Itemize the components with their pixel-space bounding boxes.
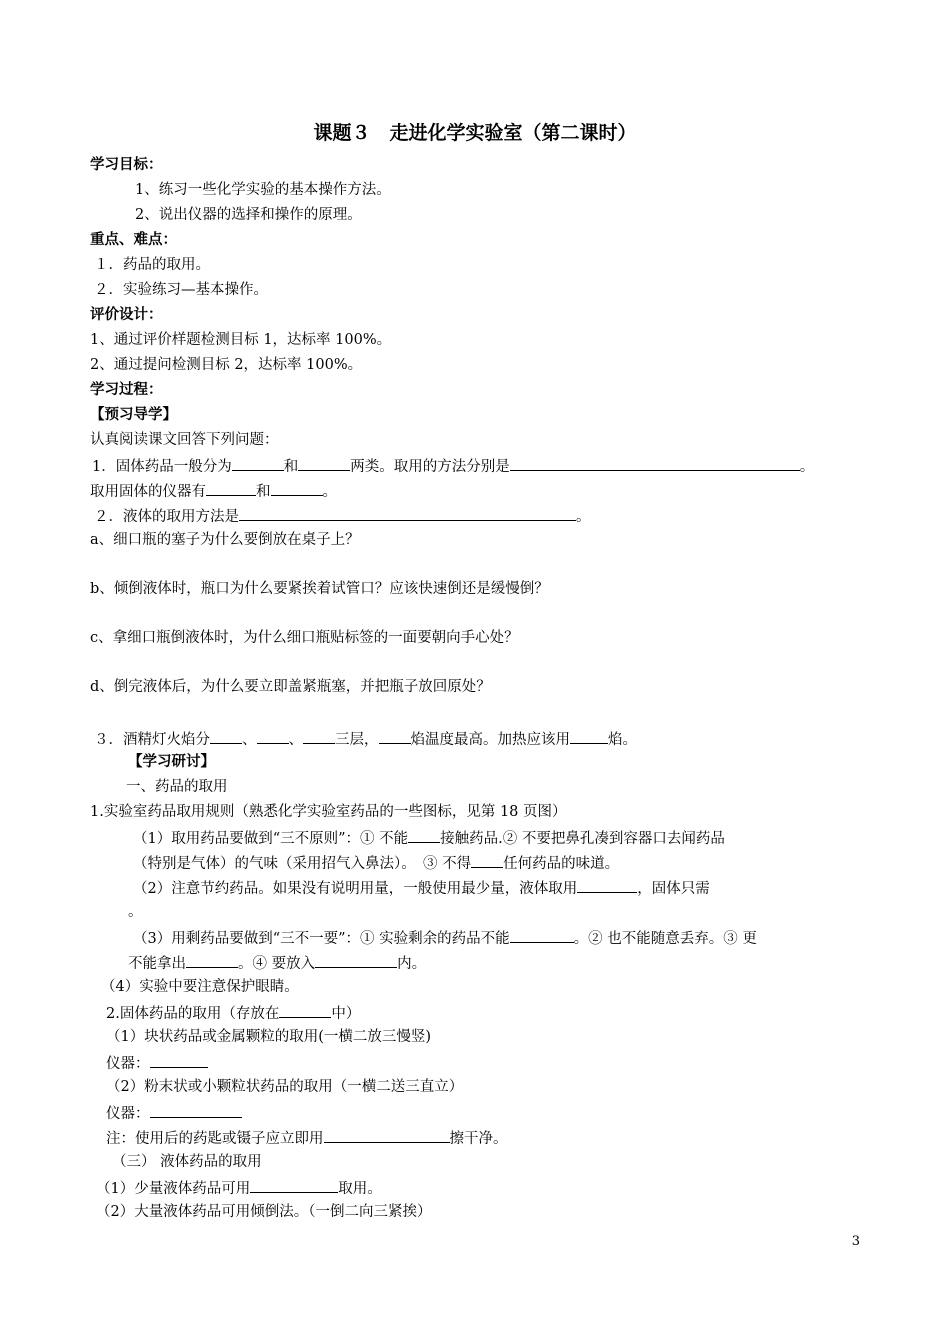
rule-2-cont: 。 xyxy=(128,904,143,920)
answer-blank[interactable] xyxy=(271,481,323,496)
liquid-item-2: （2）大量液体药品可用倾倒法。（一倒二向三紧挨） xyxy=(96,1204,432,1220)
answer-blank[interactable] xyxy=(232,456,284,471)
answer-blank[interactable] xyxy=(303,729,335,744)
question-1-cont: 取用固体的仪器有 和 。 xyxy=(90,481,862,501)
goal-item: 2、说出仪器的选择和操作的原理。 xyxy=(135,207,362,223)
rules-heading: 1.实验室药品取用规则（熟悉化学实验室药品的一些图标，见第 18 页图） xyxy=(90,804,567,820)
answer-blank[interactable] xyxy=(239,506,576,521)
page-title: 课题３ 走进化学实验室（第二课时） xyxy=(313,122,637,144)
evaluation-heading: 评价设计： xyxy=(90,307,163,323)
answer-blank[interactable] xyxy=(206,481,256,496)
answer-blank[interactable] xyxy=(577,878,637,893)
solid-item-1-instrument: 仪器： xyxy=(106,1053,862,1073)
solid-item-2-instrument: 仪器： xyxy=(106,1103,862,1123)
question-c: c、拿细口瓶倒液体时，为什么细口瓶贴标签的一面要朝向手心处？ xyxy=(90,630,519,646)
question-1: 1．固体药品一般分为 和 两类。取用的方法分别是 。 xyxy=(92,456,862,476)
liquid-item-1: （1）少量液体药品可用 取用。 xyxy=(96,1178,862,1198)
answer-blank[interactable] xyxy=(510,456,800,471)
answer-blank[interactable] xyxy=(210,729,242,744)
answer-blank[interactable] xyxy=(379,729,411,744)
answer-blank[interactable] xyxy=(150,1053,208,1068)
rule-4: （4）实验中要注意保护眼睛。 xyxy=(101,979,299,995)
question-d: d、倒完液体后，为什么要立即盖紧瓶塞，并把瓶子放回原处？ xyxy=(90,679,491,695)
rule-1: （1）取用药品要做到“三不原则”：① 不能 接触药品.② 不要把鼻孔凑到容器口去闻药品 xyxy=(133,828,862,848)
goal-item: 1、练习一些化学实验的基本操作方法。 xyxy=(135,182,391,198)
solid-item-2: （2）粉末状或小颗粒状药品的取用（一横二送三直立） xyxy=(106,1079,464,1095)
answer-blank[interactable] xyxy=(186,953,238,968)
question-b: b、倾倒液体时，瓶口为什么要紧挨着试管口？应该快速倒还是缓慢倒？ xyxy=(90,581,549,597)
rule-2: （2）注意节约药品。如果没有说明用量，一般使用最少量，液体取用 ，固体只需 xyxy=(133,878,862,898)
evaluation-item: 2、通过提问检测目标 2，达标率 100%。 xyxy=(90,357,363,373)
question-3: ３．酒精灯火焰分 、 、 三层， 焰温度最高。加热应该用 焰。 xyxy=(94,729,862,749)
answer-blank[interactable] xyxy=(250,1178,338,1193)
answer-blank[interactable] xyxy=(570,729,608,744)
keypoints-heading: 重点、难点： xyxy=(90,232,177,248)
section-heading: 一、药品的取用 xyxy=(126,779,228,795)
process-heading: 学习过程： xyxy=(90,382,163,398)
study-heading: 【学习研讨】 xyxy=(128,754,215,770)
rule-3-cont: 不能拿出 。④ 要放入 内。 xyxy=(128,953,862,973)
page-number: 3 xyxy=(851,1234,860,1249)
answer-blank[interactable] xyxy=(324,1128,450,1143)
evaluation-item: 1、通过评价样题检测目标 1，达标率 100%。 xyxy=(90,332,392,348)
question-a: a、细口瓶的塞子为什么要倒放在桌子上？ xyxy=(90,532,360,548)
goals-heading: 学习目标： xyxy=(90,157,163,173)
answer-blank[interactable] xyxy=(279,1003,331,1018)
keypoint-item: １．药品的取用。 xyxy=(94,257,210,273)
solid-heading: 2.固体药品的取用（存放在 中） xyxy=(106,1003,862,1023)
question-2: ２．液体的取用方法是 。 xyxy=(94,506,862,526)
preview-heading: 【预习导学】 xyxy=(90,407,177,423)
liquid-heading: （三） 液体药品的取用 xyxy=(112,1154,262,1170)
rule-1-cont: （特别是气体）的气味（采用招气入鼻法）。 ③ 不得 任何药品的味道。 xyxy=(133,853,862,873)
answer-blank[interactable] xyxy=(510,928,574,943)
keypoint-item: ２．实验练习—基本操作。 xyxy=(94,282,268,298)
answer-blank[interactable] xyxy=(471,853,503,868)
note: 注：使用后的药匙或镊子应立即用 擦干净。 xyxy=(106,1128,862,1148)
rule-3: （3）用剩药品要做到“三不一要”：① 实验剩余的药品不能 。② 也不能随意丢弃。③ 更 xyxy=(133,928,862,948)
answer-blank[interactable] xyxy=(257,729,289,744)
answer-blank[interactable] xyxy=(315,953,397,968)
preview-intro: 认真阅读课文回答下列问题： xyxy=(90,432,279,448)
answer-blank[interactable] xyxy=(408,828,440,843)
answer-blank[interactable] xyxy=(150,1103,242,1118)
solid-item-1: （1）块状药品或金属颗粒的取用(一横二放三慢竖) xyxy=(106,1029,432,1045)
answer-blank[interactable] xyxy=(298,456,350,471)
